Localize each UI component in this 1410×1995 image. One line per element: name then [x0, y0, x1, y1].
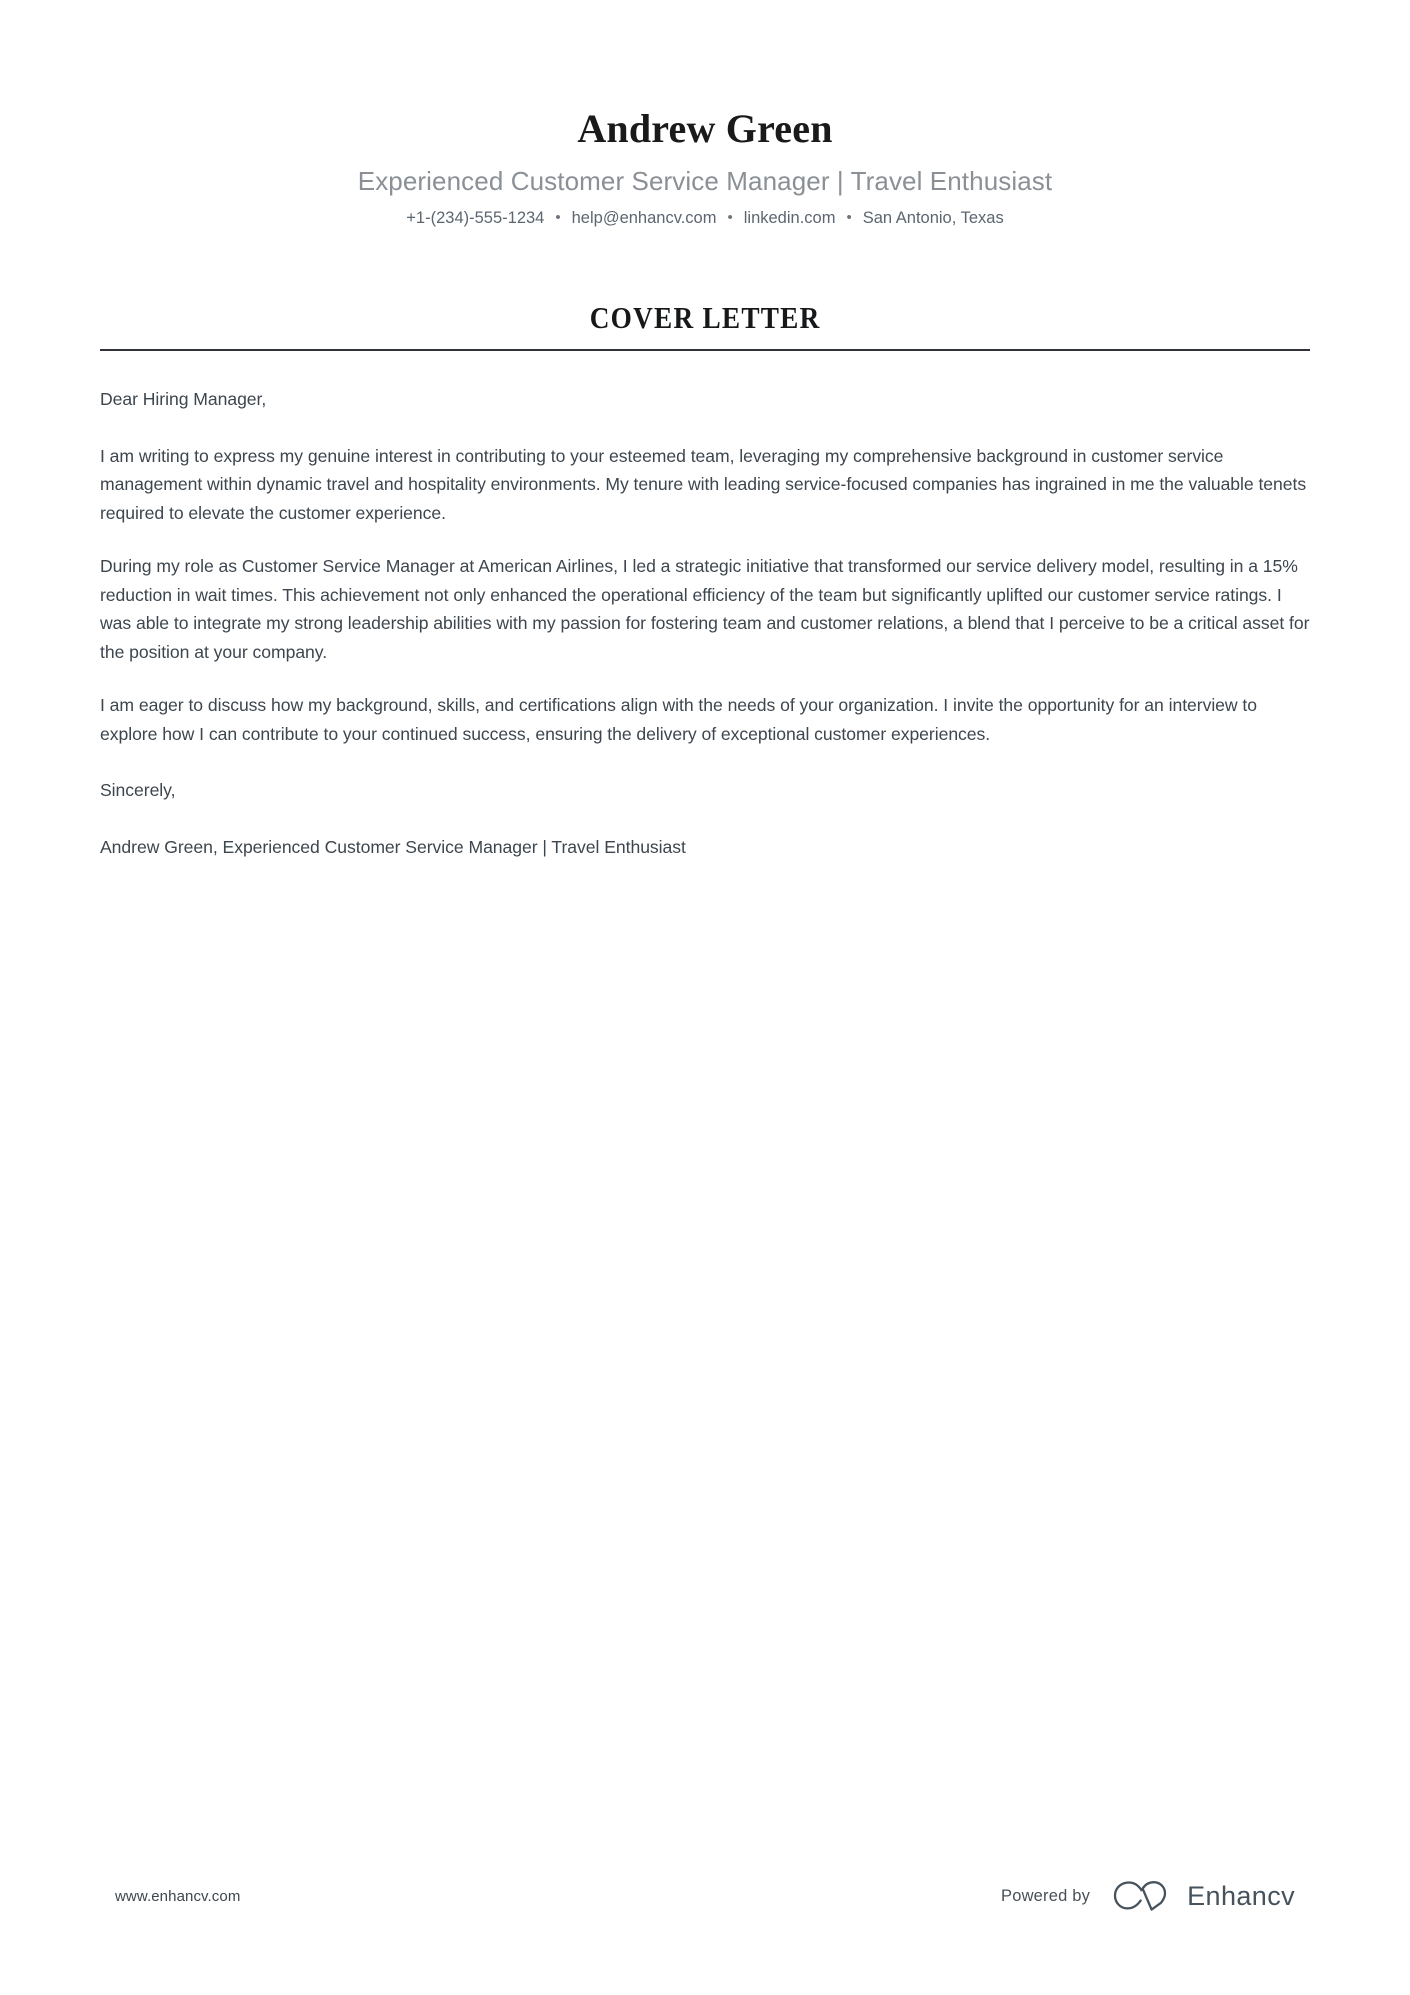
enhancv-brand-name: Enhancv	[1187, 1880, 1295, 1911]
footer-brand-block	[1001, 1879, 1295, 1913]
candidate-headline: Experienced Customer Service Manager | Travel Enthusiast	[357, 166, 1053, 196]
powered-by-label: Powered by	[1000, 1886, 1091, 1905]
letter-paragraph-1: I am writing to express my genuine interest in contributing to your esteemed team, leveraging my comprehensive background in customer service management within dynamic travel and hospitality environments. My tenure with leading service-focused companies has ingrained in me the valuable tenets required to elevate the customer experience.	[100, 445, 1307, 523]
contact-location: San Antonio, Texas	[862, 208, 1004, 227]
letter-closing: Sincerely,	[100, 780, 176, 801]
section-divider	[100, 349, 1310, 351]
candidate-name: Andrew Green	[577, 106, 833, 151]
contact-separator-icon: •	[727, 208, 733, 226]
letter-paragraph-3: I am eager to discuss how my background, skills, and certifications align with the needs of your organization. I invite the opportunity for an interview to explore how I can contribute to your continued success, ensuring the delivery of exceptional customer experiences.	[100, 695, 1257, 744]
letter-salutation: Dear Hiring Manager,	[100, 389, 267, 410]
contact-linkedin[interactable]: linkedin.com	[743, 208, 836, 227]
enhancv-brand-lockup[interactable]	[1112, 1879, 1295, 1913]
letter-body	[100, 385, 1310, 861]
section-title-block	[100, 301, 1310, 335]
letter-signature: Andrew Green, Experienced Customer Service Manager | Travel Enthusiast	[100, 836, 686, 857]
section-title: COVER LETTER	[589, 300, 821, 336]
contact-separator-icon: •	[555, 208, 561, 226]
document-header	[0, 0, 1410, 229]
contact-email[interactable]: help@enhancv.com	[571, 208, 717, 227]
contact-separator-icon: •	[846, 208, 852, 226]
contact-row	[0, 208, 1410, 229]
contact-phone: +1-(234)-555-1234	[406, 208, 545, 227]
cover-letter-section	[0, 301, 1410, 861]
enhancv-infinity-logo-icon	[1112, 1879, 1174, 1913]
document-footer	[0, 1879, 1410, 1913]
letter-paragraph-2: During my role as Customer Service Manager at American Airlines, I led a strategic initiative that transformed our service delivery model, resulting in a 15% reduction in wait times. This achievement not only enhanced the operational efficiency of the team but significantly uplifted our customer service ratings. I was able to integrate my strong leadership abilities with my passion for fostering team and customer relations, a blend that I perceive to be a critical asset for the position at your company.	[100, 556, 1310, 662]
footer-website-url[interactable]: www.enhancv.com	[115, 1887, 241, 1905]
